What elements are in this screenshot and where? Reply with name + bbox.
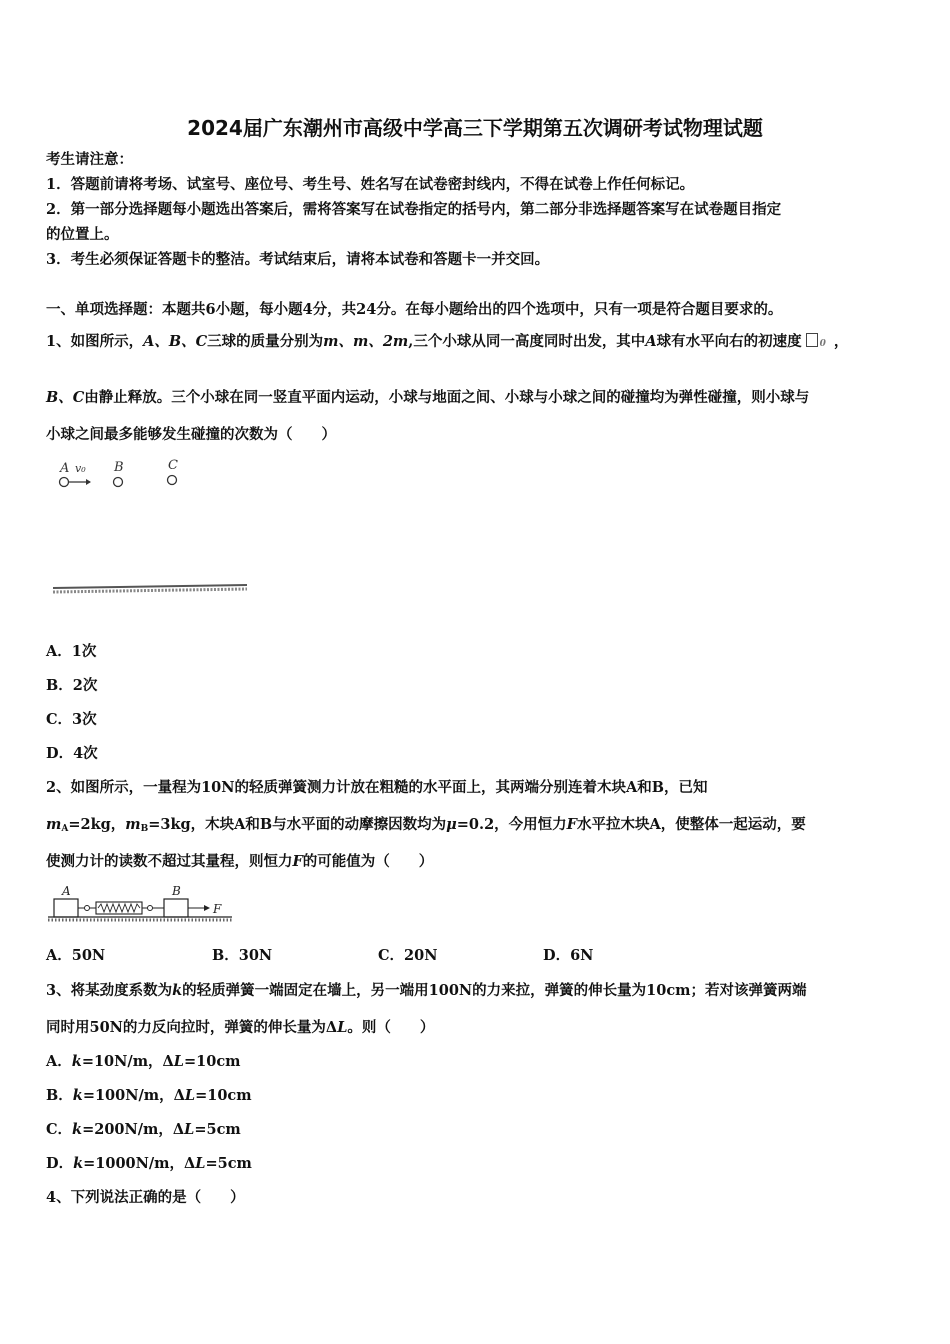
q2-figure — [46, 882, 236, 924]
q2-line-2: $m_A=2kg$，$m_B=3kg$，木块A和B与水平面的动摩擦因数均为μ=0.2，今用恒力F水平拉木块A，使整体一起运动，要 — [46, 816, 806, 834]
q2-option-b[interactable]: B．30N — [212, 947, 273, 964]
q1-line-1: 1、如图所示，A、B、C三球的质量分别为m、m、2m,三个小球从同一高度同时出发，其中A球有水平向右的初速度 0 ， — [46, 333, 849, 350]
q1-option-b[interactable]: B．2次 — [46, 677, 98, 694]
q3-line-2: 同时用50N的力反向拉时，弹簧的伸长量为ΔL。则（ ） — [46, 1019, 435, 1036]
q2-line-3: 使测力计的读数不超过其量程，则恒力F的可能值为（ ） — [46, 853, 434, 870]
hook-left-icon — [85, 906, 90, 911]
q1-line-3: 小球之间最多能够发生碰撞的次数为（ ） — [46, 426, 336, 443]
q2-label-a: A — [62, 884, 71, 898]
q4-line-1: 4、下列说法正确的是（ ） — [46, 1189, 245, 1206]
q1-label-v0: v₀ — [75, 462, 86, 475]
q1-option-c[interactable]: C．3次 — [46, 711, 97, 728]
force-arrow-icon — [204, 905, 210, 911]
q2-option-a[interactable]: A．50N — [46, 947, 106, 964]
q2-option-d[interactable]: D．6N — [543, 947, 594, 964]
q2-option-c[interactable]: C．20N — [378, 947, 438, 964]
q2-label-b: B — [172, 884, 181, 898]
block-b-icon — [164, 899, 188, 917]
q2-line-1: 2、如图所示，一量程为10N的轻质弹簧测力计放在粗糙的水平面上，其两端分别连着木块A和B，已知 — [46, 779, 708, 796]
notice-item-1: 1．答题前请将考场、试室号、座位号、考生号、姓名写在试卷密封线内，不得在试卷上作任何标记。 — [46, 176, 695, 193]
missing-symbol-icon — [806, 333, 818, 347]
q1-label-c: C — [168, 458, 178, 473]
ball-c-icon — [168, 476, 177, 485]
q2-label-f: F — [213, 902, 222, 916]
section-heading: 一、单项选择题：本题共6小题，每小题4分，共24分。在每小题给出的四个选项中，只有一项是符合题目要求的。 — [46, 301, 783, 318]
q1-figure — [50, 455, 260, 605]
q3-option-a[interactable]: A．k=10N/m，ΔL=10cm — [46, 1053, 241, 1070]
q1-option-a[interactable]: A．1次 — [46, 643, 97, 660]
ball-b-icon — [114, 478, 123, 487]
q3-line-1: 3、将某劲度系数为k的轻质弹簧一端固定在墙上，另一端用100N的力来拉，弹簧的伸长量为10cm；若对该弹簧两端 — [46, 982, 807, 999]
ball-a-icon — [60, 478, 69, 487]
q1-label-b: B — [114, 460, 124, 475]
ground-hatch-icon — [53, 585, 247, 592]
q1-option-d[interactable]: D．4次 — [46, 745, 98, 762]
block-a-icon — [54, 899, 78, 917]
hook-right-icon — [148, 906, 153, 911]
notice-heading: 考生请注意： — [46, 151, 133, 168]
page-title: 2024届广东潮州市高级中学高三下学期第五次调研考试物理试题 — [187, 116, 763, 140]
notice-item-3: 3．考生必须保证答题卡的整洁。考试结束后，请将本试卷和答题卡一并交回。 — [46, 251, 550, 268]
notice-item-2-cont: 的位置上。 — [46, 226, 119, 243]
q1-line-2: B、C由静止释放。三个小球在同一竖直平面内运动，小球与地面之间、小球与小球之间的碰撞均为弹性碰撞，则小球与 — [46, 389, 810, 406]
q3-option-d[interactable]: D．k=1000N/m，ΔL=5cm — [46, 1155, 252, 1172]
subscript-zero-icon: 0 — [819, 339, 826, 349]
notice-item-2: 2．第一部分选择题每小题选出答案后，需将答案写在试卷指定的括号内，第二部分非选择题答案写在试卷题目指定 — [46, 201, 782, 218]
q1-label-a: A — [60, 461, 70, 476]
q3-option-c[interactable]: C．k=200N/m，ΔL=5cm — [46, 1121, 241, 1138]
q3-option-b[interactable]: B．k=100N/m，ΔL=10cm — [46, 1087, 252, 1104]
